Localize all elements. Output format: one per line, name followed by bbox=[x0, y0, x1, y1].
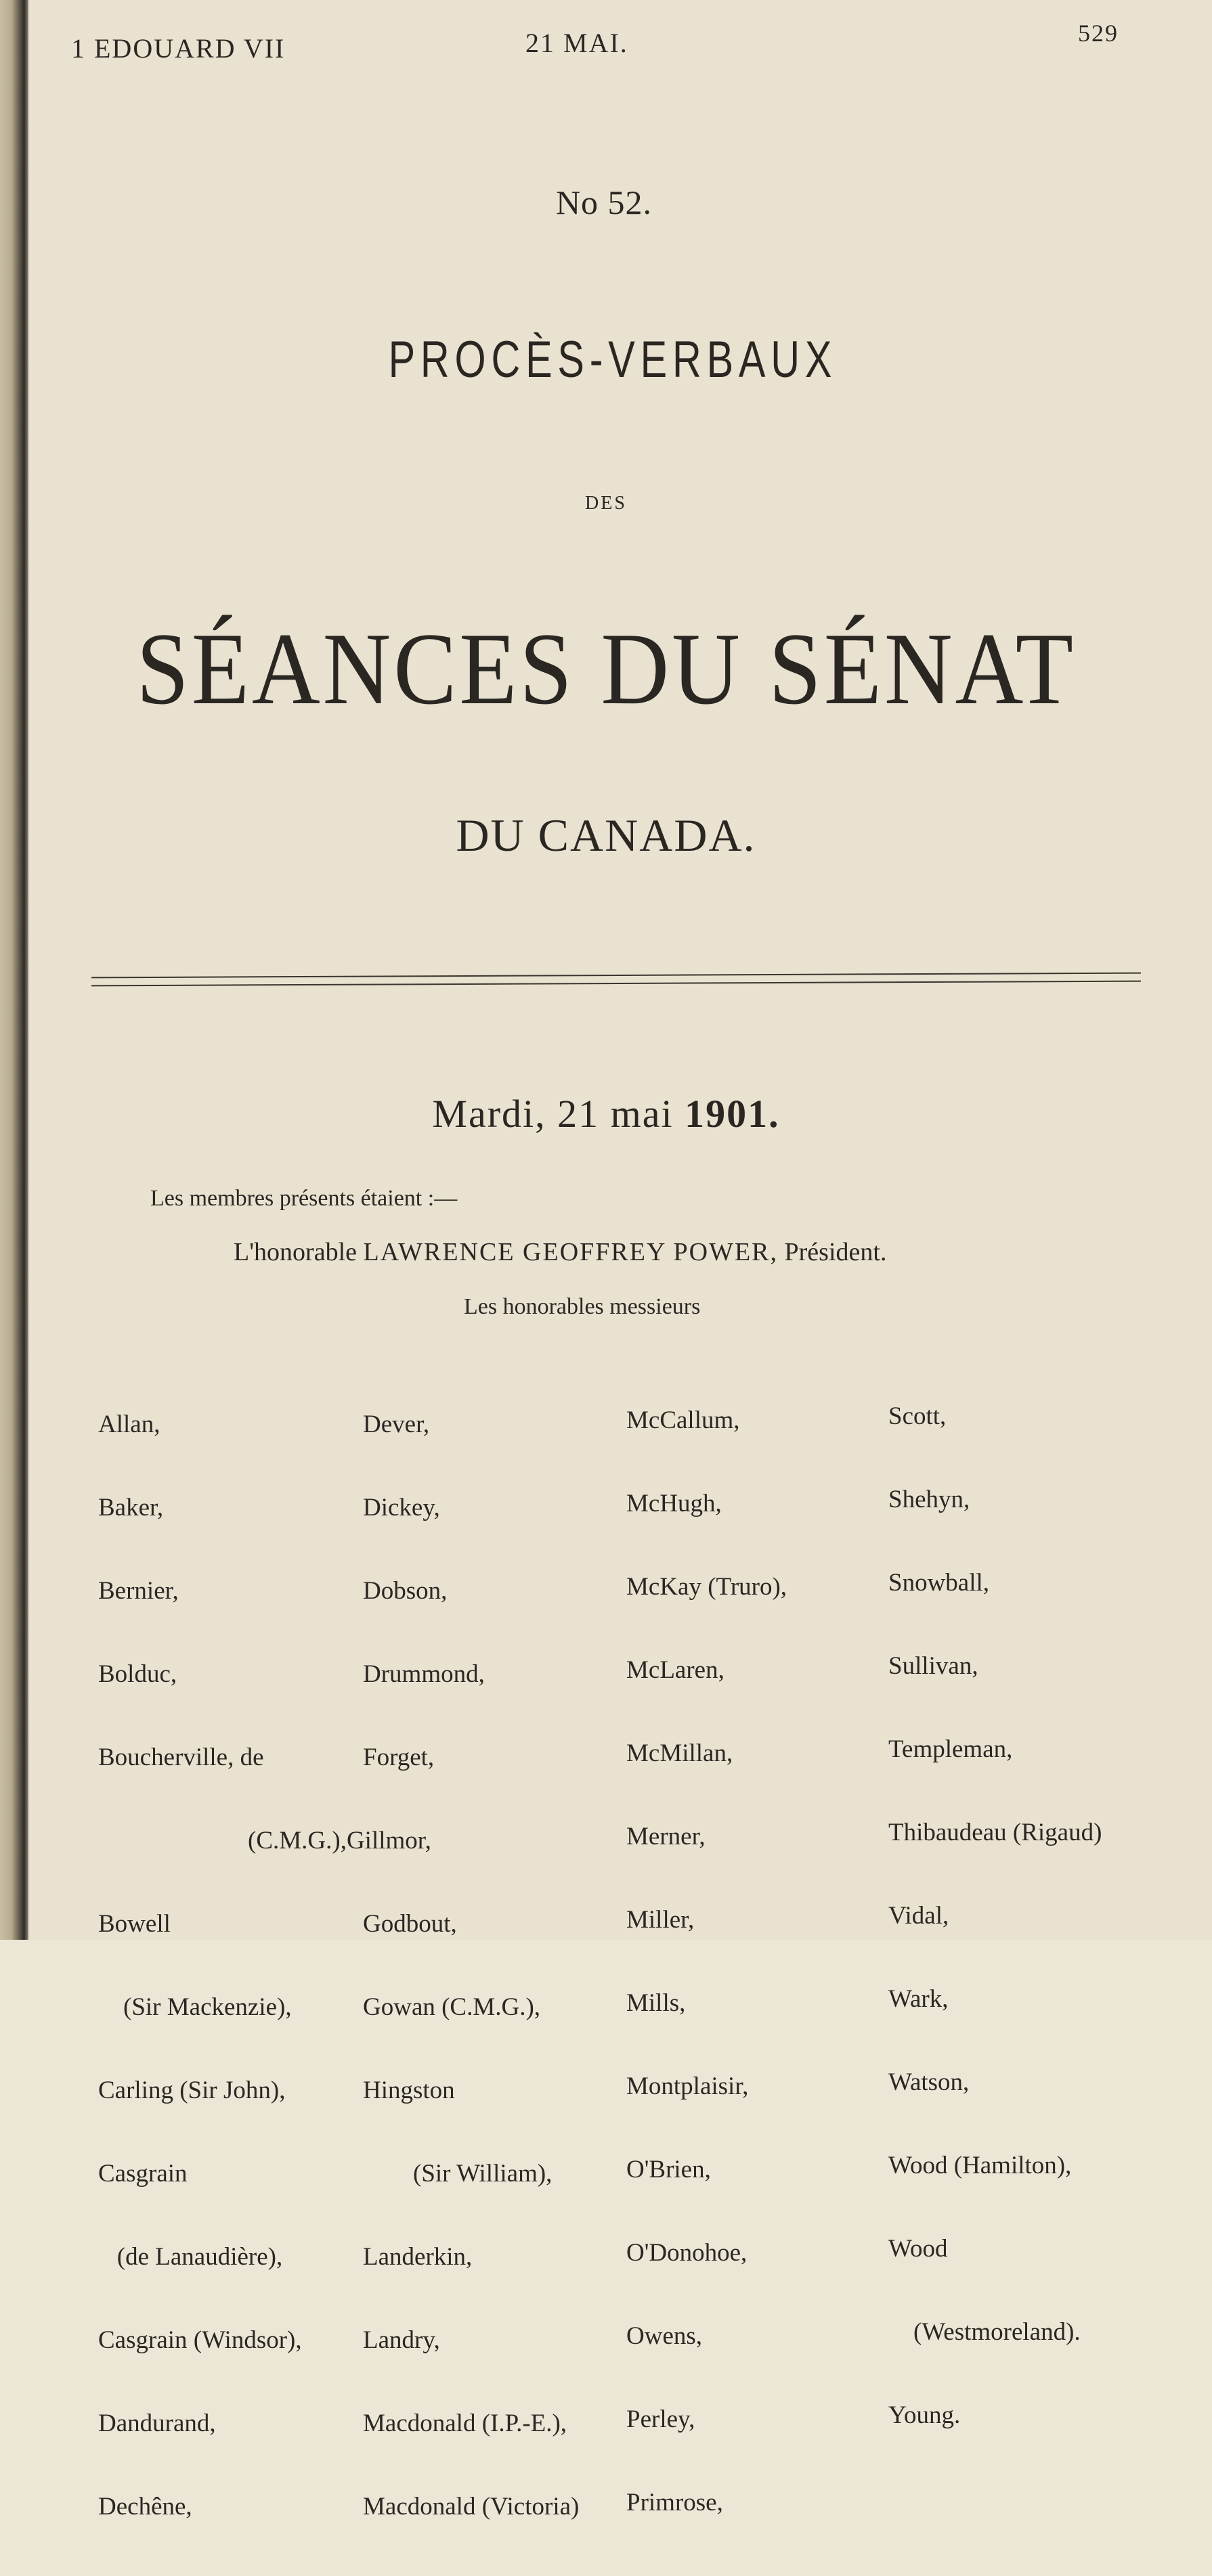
senator-name: Dobson, bbox=[363, 1577, 448, 1605]
honorables-heading: Les honorables messieurs bbox=[464, 1294, 701, 1319]
senator-name: O'Brien, bbox=[626, 2156, 711, 2183]
senator-name: Shehyn, bbox=[888, 1486, 970, 1513]
senator-name: McKay (Truro), bbox=[626, 1573, 787, 1601]
senator-name: McMillan, bbox=[626, 1739, 733, 1767]
senator-name: (de Lanaudière), bbox=[98, 2243, 283, 2271]
session-date bbox=[0, 1091, 1212, 1136]
senator-name: McHugh, bbox=[626, 1490, 722, 1517]
senator-name: Macdonald (I.P.-E.), bbox=[363, 2410, 567, 2437]
senator-name: O'Donohoe, bbox=[626, 2239, 748, 2267]
senator-name: Wark, bbox=[888, 1985, 949, 2013]
senator-name: (Sir William), bbox=[363, 2160, 553, 2188]
senator-name: Watson, bbox=[888, 2068, 970, 2096]
president-title: Président. bbox=[784, 1238, 887, 1266]
senator-name: Montplaisir, bbox=[626, 2072, 749, 2100]
senator-name: Carling (Sir John), bbox=[98, 2077, 286, 2104]
senator-name: Sullivan, bbox=[888, 1652, 978, 1680]
senator-name: McCallum, bbox=[626, 1406, 740, 1434]
senator-name: Landry, bbox=[363, 2326, 440, 2354]
senator-name: Casgrain (Windsor), bbox=[98, 2326, 302, 2354]
senator-name: Bernier, bbox=[98, 1577, 179, 1605]
title-proces-verbaux: PROCÈS-VERBAUX bbox=[388, 331, 838, 388]
members-intro: Les membres présents étaient :— bbox=[150, 1186, 458, 1211]
header-regnal-year: 1 EDOUARD VII bbox=[71, 33, 286, 64]
senator-name: Owens, bbox=[626, 2322, 703, 2350]
senator-name: Landerkin, bbox=[363, 2243, 473, 2271]
senator-name: Hingston bbox=[363, 2077, 455, 2104]
senator-name: (C.M.G.),Gillmor, bbox=[248, 1827, 431, 1855]
president-line bbox=[234, 1237, 886, 1267]
senator-name: Wood (Hamilton), bbox=[888, 2152, 1072, 2179]
senator-name: Casgrain bbox=[98, 2160, 188, 2188]
senator-name: Scott, bbox=[888, 1402, 947, 1430]
senator-name: Mills, bbox=[626, 1989, 686, 2017]
senator-name: Drummond, bbox=[363, 1660, 485, 1688]
president-prefix: L'honorable bbox=[234, 1238, 358, 1266]
senator-column-2 bbox=[248, 1355, 580, 2576]
senator-column-1 bbox=[98, 1355, 302, 2576]
senator-name: Forget, bbox=[363, 1744, 435, 1771]
senator-name: Wood bbox=[888, 2235, 948, 2263]
senator-name: (Sir Mackenzie), bbox=[98, 1993, 292, 2021]
senator-name: Primrose, bbox=[626, 2489, 723, 2516]
senator-name: Perley, bbox=[626, 2405, 695, 2433]
senator-name: Dickey, bbox=[363, 1494, 440, 1522]
issue-number-text: No 52. bbox=[555, 183, 653, 221]
senator-name: Gowan (C.M.G.), bbox=[363, 1993, 541, 2021]
senator-name: (Westmoreland). bbox=[888, 2318, 1081, 2346]
running-header bbox=[0, 20, 1212, 68]
senator-name: Macdonald (Victoria) bbox=[363, 2493, 580, 2521]
senator-name: Bowell bbox=[98, 1910, 171, 1938]
session-date-text: Mardi, 21 mai bbox=[432, 1092, 674, 1136]
page-number: 529 bbox=[1078, 20, 1119, 47]
senator-column-3 bbox=[626, 1351, 787, 2572]
senator-name: Godbout, bbox=[363, 1910, 457, 1938]
senator-name: Allan, bbox=[98, 1411, 160, 1438]
issue-number bbox=[0, 183, 1212, 222]
senator-name: Templeman, bbox=[888, 1735, 1013, 1763]
senator-name: Thibaudeau (Rigaud) bbox=[888, 1819, 1102, 1846]
book-spine-shadow bbox=[0, 0, 28, 1940]
senator-name: Dever, bbox=[363, 1411, 430, 1438]
senator-name: Young. bbox=[888, 2401, 961, 2429]
session-year: 1901. bbox=[685, 1092, 780, 1136]
senator-name: Bolduc, bbox=[98, 1660, 177, 1688]
president-name: LAWRENCE GEOFFREY POWER, bbox=[363, 1238, 779, 1266]
senator-name: Baker, bbox=[98, 1494, 164, 1522]
senator-name: Miller, bbox=[626, 1906, 695, 1934]
senator-name: Merner, bbox=[626, 1823, 706, 1850]
title-des: DES bbox=[585, 493, 627, 514]
title-du-canada: DU CANADA. bbox=[456, 809, 756, 861]
senator-name: Dandurand, bbox=[98, 2410, 216, 2437]
senator-name: Vidal, bbox=[888, 1902, 949, 1930]
senator-name: Snowball, bbox=[888, 1569, 990, 1597]
senator-name: Dechêne, bbox=[98, 2493, 192, 2521]
double-rule-bottom bbox=[91, 981, 1141, 987]
title-seances-du-senat: SÉANCES DU SÉNAT bbox=[136, 612, 1076, 726]
header-date: 21 MAI. bbox=[525, 28, 628, 58]
senator-name: Boucherville, de bbox=[98, 1744, 264, 1771]
double-rule-top bbox=[91, 973, 1141, 979]
senator-name: McLaren, bbox=[626, 1656, 724, 1684]
senator-column-4 bbox=[888, 1347, 1102, 2485]
